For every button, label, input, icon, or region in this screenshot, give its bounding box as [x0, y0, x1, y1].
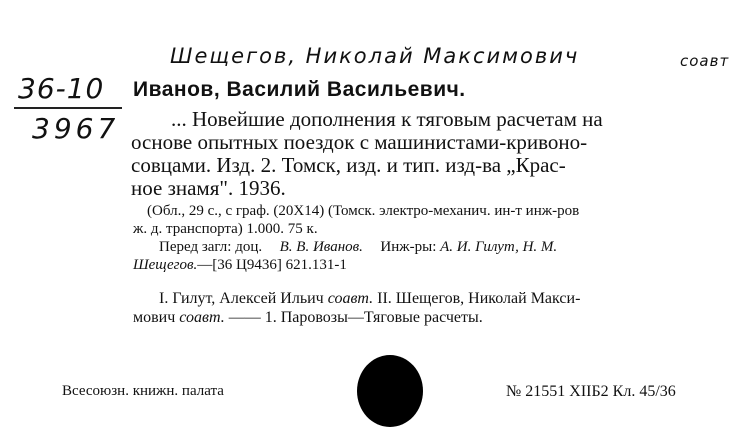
handwritten-title: Шещегов, Николай Максимович [170, 44, 580, 68]
footer-record-number: № 21551 XIIБ2 Кл. 45/36 [506, 383, 676, 400]
description-part: Инж-ры: [380, 239, 437, 255]
title-line: ... Новейшие дополнения к тяговым расчетам на [171, 107, 603, 131]
subject-line [133, 289, 727, 308]
description-line: (Обл., 29 с., с граф. (20X14) (Томск. электро-механич. ин-т инж-ров [147, 203, 580, 219]
description-line [133, 256, 727, 274]
description-part: В. В. Иванов. [279, 239, 363, 255]
title-line-part: Томск, изд. и тип. изд-ва „Крас- [281, 153, 566, 177]
title-block [131, 108, 726, 200]
description-part: —[36 Ц9436] [197, 257, 282, 273]
subject-part: соавт. [179, 309, 225, 326]
description-part: Шещегов. [133, 257, 198, 273]
description-part: Перед загл: доц. [159, 239, 263, 255]
description-line: ж. д. транспорта) 1.000. 75 к. [133, 221, 318, 237]
handwritten-number-bottom: 3967 [32, 112, 120, 145]
handwritten-coauthor-note: соавт [680, 52, 730, 70]
description-part: А. И. Гилут, Н. М. [440, 239, 558, 255]
subject-part: мович [133, 309, 176, 326]
title-line-part: совцами. Изд. 2. [131, 153, 277, 177]
subject-part: II. Шещегов, Николай Макси- [377, 290, 581, 307]
description-line [133, 238, 727, 256]
footer-publisher: Всесоюзн. книжн. палата [62, 383, 224, 399]
title-line: основе опытных поездок с машинистами-кривоно- [131, 130, 588, 154]
description-block [133, 202, 727, 274]
handwritten-divider [14, 107, 122, 109]
punch-hole [357, 355, 423, 427]
subject-part: I. Гилут, Алексей Ильич [159, 290, 324, 307]
title-line [131, 154, 726, 177]
subject-line [133, 308, 727, 327]
subject-part: соавт. [327, 290, 374, 307]
author-heading: Иванов, Василий Васильевич. [133, 78, 466, 101]
subject-part: —— 1. Паровозы—Тяговые расчеты. [228, 309, 483, 326]
subject-block [133, 289, 727, 327]
classification-code: 621.131-1 [285, 257, 347, 273]
handwritten-number-top: 36-10 [18, 72, 105, 105]
title-line: ное знамя". 1936. [131, 176, 286, 200]
